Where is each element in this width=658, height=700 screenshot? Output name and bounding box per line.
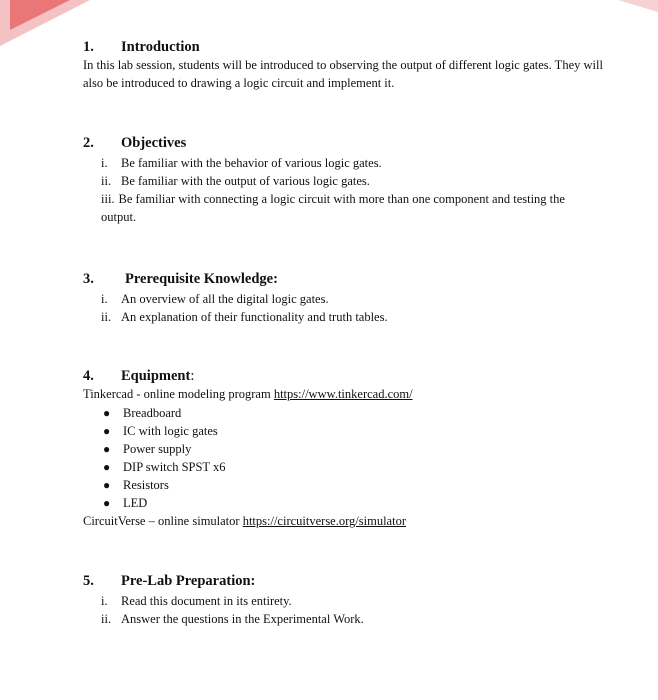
section-prerequisite-knowledge bbox=[83, 270, 603, 326]
list-item bbox=[103, 422, 603, 440]
pre-lab-list bbox=[101, 592, 603, 628]
list-text: An overview of all the digital logic gates. bbox=[121, 292, 329, 306]
section-heading bbox=[83, 367, 603, 385]
section-heading bbox=[83, 38, 603, 56]
list-text: IC with logic gates bbox=[123, 424, 218, 438]
list-number: ii. bbox=[101, 174, 112, 188]
section-number: 4. bbox=[83, 368, 94, 384]
section-number: 1. bbox=[83, 39, 94, 55]
list-item bbox=[103, 494, 603, 512]
list-item bbox=[103, 404, 603, 422]
list-item bbox=[101, 172, 603, 190]
list-text: Be familiar with the behavior of various logic gates. bbox=[121, 156, 382, 170]
bullet-icon: ● bbox=[103, 478, 111, 492]
bullet-icon: ● bbox=[103, 460, 111, 474]
list-item bbox=[101, 154, 603, 172]
list-text: Be familiar with the output of various logic gates. bbox=[121, 174, 370, 188]
list-number: ii. bbox=[101, 310, 112, 324]
bullet-icon: ● bbox=[103, 424, 111, 438]
section-objectives bbox=[83, 134, 603, 226]
prerequisite-list bbox=[101, 290, 603, 326]
circuitverse-label: CircuitVerse – online simulator bbox=[83, 514, 243, 528]
section-heading bbox=[83, 270, 603, 288]
bullet-icon: ● bbox=[103, 496, 111, 510]
list-text: Read this document in its entirety. bbox=[121, 594, 292, 608]
tinkercad-link[interactable]: https://www.tinkercad.com/ bbox=[273, 387, 413, 401]
list-text: Resistors bbox=[123, 478, 169, 492]
section-title: Introduction bbox=[121, 39, 200, 55]
list-text: Power supply bbox=[123, 442, 192, 456]
tinkercad-line bbox=[83, 385, 603, 403]
list-item bbox=[101, 610, 603, 628]
tinkercad-label: Tinkercad - online modeling program bbox=[83, 387, 274, 401]
list-number: ii. bbox=[101, 612, 112, 626]
section-title: Equipment bbox=[121, 368, 191, 384]
equipment-list bbox=[103, 404, 603, 512]
list-number: i. bbox=[101, 156, 108, 170]
list-text: Answer the questions in the Experimental Work. bbox=[121, 612, 364, 626]
section-number: 5. bbox=[83, 573, 94, 589]
list-item bbox=[101, 190, 603, 226]
objectives-list bbox=[101, 154, 603, 226]
decorative-corner-accent bbox=[10, 0, 70, 30]
list-item bbox=[103, 440, 603, 458]
list-item bbox=[101, 592, 603, 610]
list-item bbox=[101, 290, 603, 308]
section-heading bbox=[83, 134, 603, 152]
list-item bbox=[103, 476, 603, 494]
bullet-icon: ● bbox=[103, 442, 111, 456]
section-title-colon: : bbox=[190, 368, 195, 384]
section-title: Objectives bbox=[121, 135, 187, 151]
section-equipment bbox=[83, 367, 603, 530]
introduction-text: In this lab session, students will be introduced to observing the output of different logic gates. They will also be introduced to drawing a logic circuit and implement it. bbox=[83, 58, 603, 90]
circuitverse-line bbox=[83, 512, 603, 530]
section-number: 2. bbox=[83, 135, 94, 151]
list-number: i. bbox=[101, 292, 108, 306]
decorative-corner-shape-right bbox=[618, 0, 658, 12]
list-text: An explanation of their functionality and truth tables. bbox=[121, 310, 388, 324]
section-pre-lab-preparation bbox=[83, 572, 603, 628]
section-number: 3. bbox=[83, 271, 94, 287]
section-title: Pre-Lab Preparation: bbox=[121, 573, 256, 589]
bullet-icon: ● bbox=[103, 406, 111, 420]
list-number: i. bbox=[101, 594, 108, 608]
list-item bbox=[103, 458, 603, 476]
list-text: Breadboard bbox=[123, 406, 182, 420]
list-text: DIP switch SPST x6 bbox=[123, 460, 226, 474]
list-text: Be familiar with connecting a logic circuit with more than one component and testing the output. bbox=[101, 192, 565, 224]
list-item bbox=[101, 308, 603, 326]
section-heading bbox=[83, 572, 603, 590]
circuitverse-link[interactable]: https://circuitverse.org/simulator bbox=[242, 514, 406, 528]
list-number: iii. bbox=[101, 192, 115, 206]
section-title: Prerequisite Knowledge: bbox=[125, 271, 278, 287]
list-text: LED bbox=[123, 496, 148, 510]
section-introduction bbox=[83, 38, 603, 92]
